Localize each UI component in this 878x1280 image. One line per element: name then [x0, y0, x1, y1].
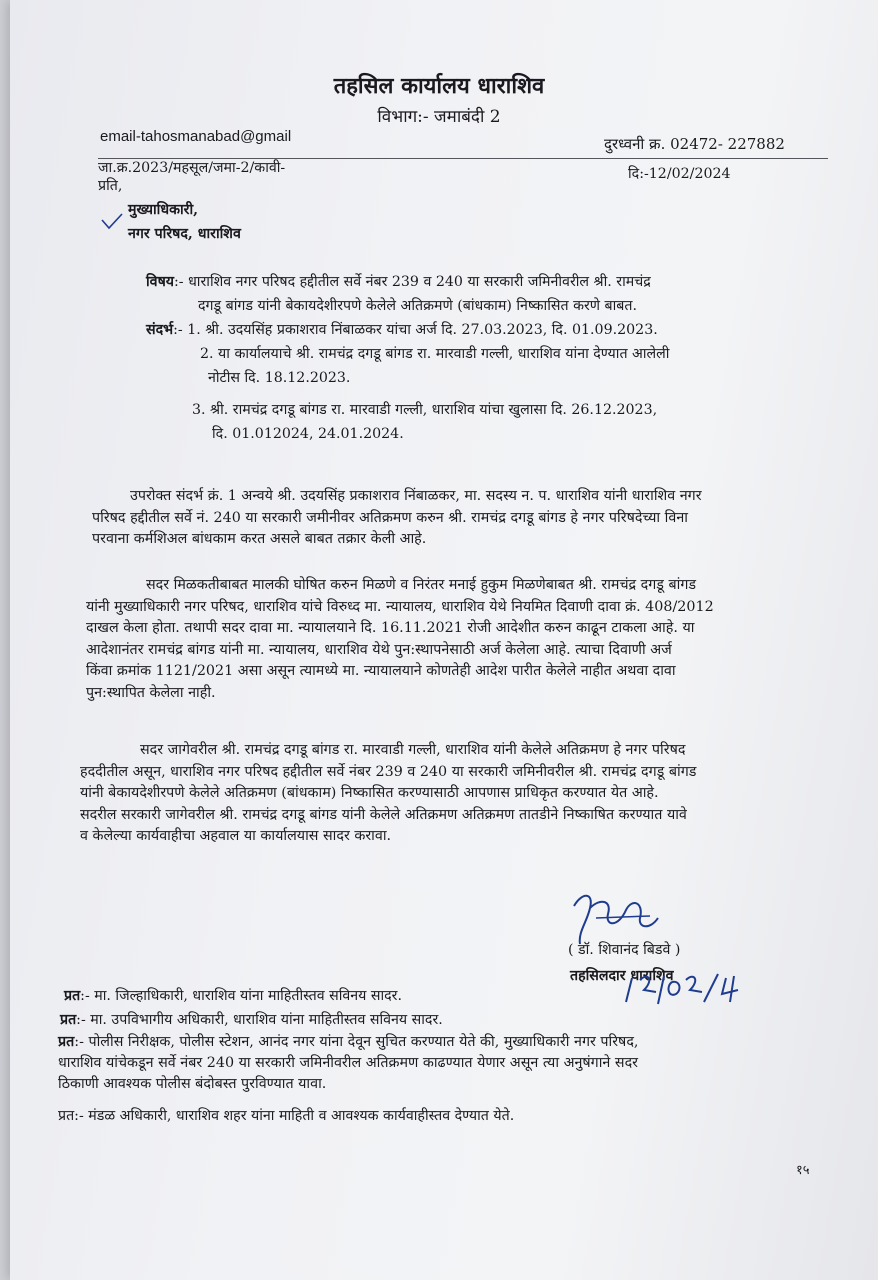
subject-label: विषय	[146, 274, 174, 290]
copy-3-label: प्रत	[58, 1034, 75, 1050]
paragraph-line: हददीतील असून, धाराशिव नगर परिषद हद्दीतील सर्वे नंबर 239 व 240 या सरकारी जमिनीवरील श्री. रामचंद्र दगडू बांगड	[80, 763, 697, 780]
copy-3-text: :- पोलीस निरीक्षक, पोलीस स्टेशन, आनंद नगर यांना देवून सुचित करण्यात येते की, मुख्याधिकारी नगर परिषद,	[74, 1034, 639, 1050]
reference-2b: नोटीस दि. 18.12.2023.	[208, 370, 351, 386]
department-line: विभाग:- जमाबंदी 2	[377, 107, 501, 127]
paragraph-line: पुन:स्थापित केलेला नाही.	[86, 684, 216, 701]
paragraph-line: सदर जागेवरील श्री. रामचंद्र दगडू बांगड रा. मारवाडी गल्ली, धाराशिव यांनी केलेले अतिक्रमण हे नगर परिषद	[140, 742, 686, 758]
page-number: १५	[796, 1163, 810, 1178]
signatory-designation: तहसिलदार धाराशिव	[570, 968, 674, 984]
body-paragraph-1	[92, 486, 702, 551]
paragraph-line: परिषद हद्दीतील सर्वे नं. 240 या सरकारी जमीनीवर अतिक्रमण करुन श्री. रामचंद्र दगडू बांगड हे नगर परिषदेच्या विना	[92, 509, 688, 526]
copy-1	[64, 986, 402, 1005]
office-title: तहसिल कार्यालय धाराशिव	[333, 73, 545, 99]
prati-label: प्रति,	[98, 178, 123, 194]
reference-2a: 2. या कार्यालयाचे श्री. रामचंद्र दगडू बांगड रा. मारवाडी गल्ली, धाराशिव यांना देण्यात आलेली	[200, 346, 670, 362]
email-line: email-tahosmanabad@gmail	[100, 128, 292, 145]
paragraph-line: परवाना कर्मशिअल बांधकाम करत असले बाबत तक्रार केली आहे.	[92, 531, 427, 547]
paragraph-line: सदर मिळकतीबाबत मालकी घोषित करुन मिळणे व निरंतर मनाई हुकुम मिळणेबाबत श्री. रामचंद्र दगडू बांगड	[146, 577, 697, 593]
paragraph-line: दाखल केला होता. तथापी सदर दावा मा. न्यायालयाने दि. 16.11.2021 रोजी आदेशीत करुन काढून टाकला आहे. या	[86, 620, 695, 636]
copy-2-text: :- मा. उपविभागीय अधिकारी, धाराशिव यांना माहितीस्तव सविनय सादर.	[76, 1012, 443, 1028]
reference-label: संदर्भ	[146, 322, 174, 338]
copy-4: प्रत:- मंडळ अधिकारी, धाराशिव शहर यांना माहिती व आवश्यक कार्यवाहीस्तव देण्यात येते.	[58, 1108, 515, 1124]
letter-date: दि:-12/02/2024	[628, 166, 731, 182]
copy-3-line: ठिकाणी आवश्यक पोलीस बंदोबस्त पुरविण्यात यावा.	[58, 1076, 327, 1092]
phone-line: दुरध्वनी क्र. 02472- 227882	[604, 135, 785, 153]
paragraph-line: किंवा क्रमांक 1121/2021 असा असून त्यामध्ये मा. न्यायालयाने कोणतेही आदेश पारीत केलेले नाहीत अथवा दावा	[86, 663, 676, 679]
paragraph-line: आदेशानंतर रामचंद्र बांगड यांनी मा. न्यायालय, धाराशिव येथे पुन:स्थापनेसाठी अर्ज केलेला आहे. त्याचा दिवाणी अर्ज	[86, 641, 672, 658]
paragraph-line: व केलेल्या कार्यवाहीचा अहवाल या कार्यालयास सादर करावा.	[80, 828, 392, 844]
body-paragraph-2	[86, 575, 714, 704]
body-paragraph-3	[80, 740, 696, 848]
check-mark-icon	[100, 212, 124, 230]
paragraph-line: यांनी मुख्याधिकारी नगर परिषद, धाराशिव यांचे विरुध्द मा. न्यायालय, धाराशिव येथे नियमित दिवाणी दावा क्रं. 408/2012	[86, 598, 714, 615]
addressee-line-1: मुख्याधिकारी,	[128, 202, 199, 218]
copy-3-line	[58, 1032, 638, 1053]
reference-1-text: :- 1. श्री. उदयसिंह प्रकाशराव निंबाळकर यांचा अर्ज दि. 27.03.2023, दि. 01.09.2023.	[173, 322, 658, 338]
paragraph-line: यांनी बेकायदेशीरपणे केलेले अतिक्रमण (बांधकाम) निष्कासित करण्यासाठी आपणास प्राधिकृत करण्यात येत आहे.	[80, 785, 659, 801]
paragraph-line: सदरील सरकारी जागेवरील श्री. रामचंद्र दगडू बांगड यांनी केलेले अतिक्रमण अतिक्रमण तातडीने निष्काषित करण्यात यावे	[80, 806, 687, 823]
subject-line-2: दगडू बांगड यांनी बेकायदेशीरपणे केलेले अतिक्रमणे (बांधकाम) निष्कासित करणे बाबत.	[198, 298, 638, 314]
addressee-line-2: नगर परिषद, धाराशिव	[128, 226, 241, 242]
copy-2	[60, 1010, 443, 1029]
copy-2-label: प्रत	[60, 1012, 77, 1028]
copy-3-line: धाराशिव यांचेकडून सर्वे नंबर 240 या सरकारी जमिनीवरील अतिक्रमण काढण्यात येणार असून त्या अनुषंगाने सदर	[58, 1055, 639, 1071]
subject-text-1: :- धाराशिव नगर परिषद हद्दीतील सर्वे नंबर 239 व 240 या सरकारी जमिनीवरील श्री. रामचंद्र	[174, 274, 651, 290]
copy-3	[58, 1032, 638, 1095]
copy-1-label: प्रत	[64, 988, 81, 1004]
signatory-name: ( डॉ. शिवानंद बिडवे )	[568, 942, 681, 958]
reference-number: जा.क्र.2023/महसूल/जमा-2/कावी-	[98, 160, 286, 176]
handwritten-date-icon	[622, 966, 762, 1006]
reference-3b: दि. 01.012024, 24.01.2024.	[212, 426, 404, 442]
reference-1	[146, 320, 658, 339]
subject-line-1	[146, 272, 651, 291]
copy-1-text: :- मा. जिल्हाधिकारी, धाराशिव यांना माहितीस्तव सविनय सादर.	[80, 988, 402, 1004]
paragraph-line: उपरोक्त संदर्भ क्रं. 1 अन्वये श्री. उदयसिंह प्रकाशराव निंबाळकर, मा. सदस्य न. प. धाराशिव यांनी धाराशिव नगर	[130, 488, 702, 504]
reference-3a: 3. श्री. रामचंद्र दगडू बांगड रा. मारवाडी गल्ली, धाराशिव यांचा खुलासा दि. 26.12.2023,	[192, 402, 658, 418]
